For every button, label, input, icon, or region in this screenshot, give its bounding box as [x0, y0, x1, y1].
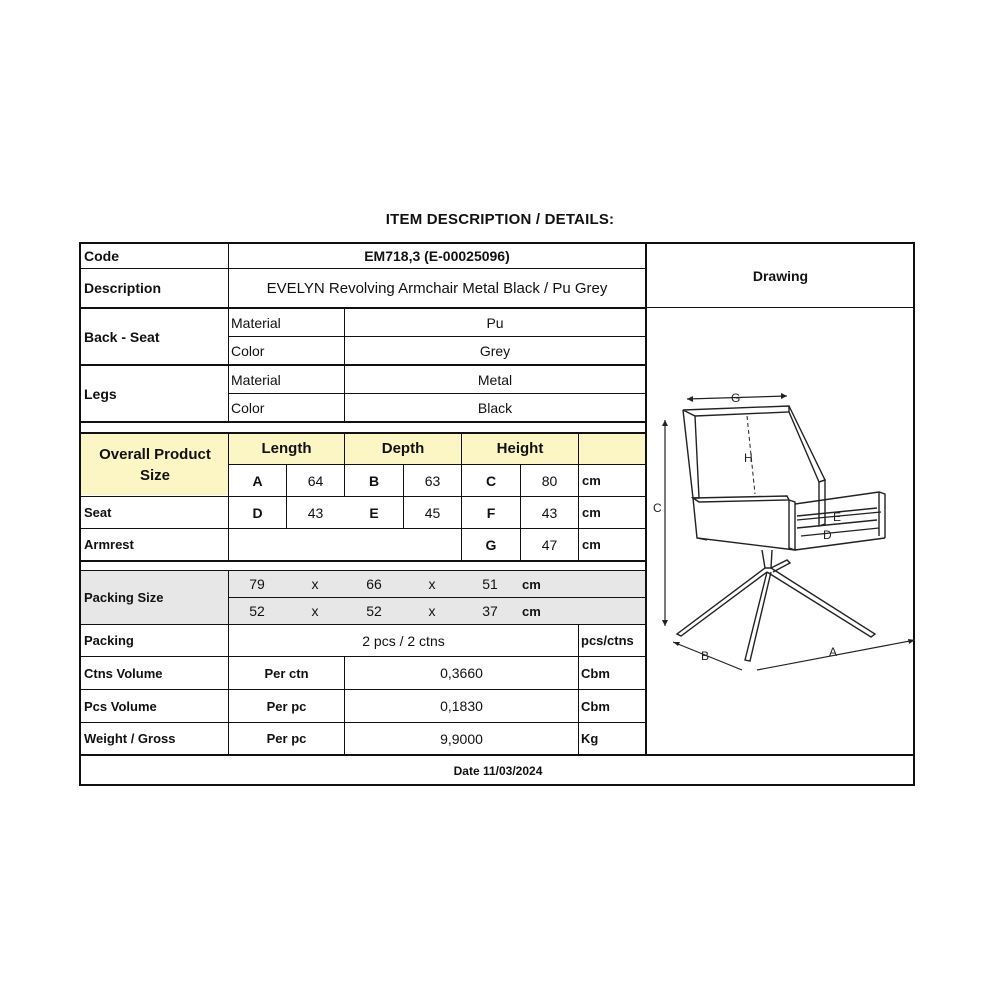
weight-label: Weight / Gross	[84, 731, 176, 746]
packing-size-label: Packing Size	[84, 590, 164, 605]
dim-e-label: E	[369, 504, 379, 521]
ctns-volume-per: Per ctn	[264, 665, 309, 681]
length-header: Length	[261, 440, 312, 457]
dim-f-label: F	[486, 504, 496, 521]
packing-size-row2-width: 52	[366, 603, 382, 619]
back-seat-color-label: Color	[231, 342, 265, 359]
drawing-label: Drawing	[752, 267, 809, 284]
description-value: EVELYN Revolving Armchair Metal Black / Pu Grey	[266, 279, 608, 297]
legs-label: Legs	[84, 385, 117, 402]
pcs-volume-label: Pcs Volume	[84, 698, 157, 714]
seat-label: Seat	[84, 505, 112, 520]
weight-value: 9,9000	[440, 730, 483, 747]
legs-material-value: Metal	[477, 371, 513, 388]
diagram-letter-h: H	[744, 451, 753, 465]
dim-g-label: G	[485, 536, 497, 553]
height-header: Height	[496, 440, 544, 457]
dim-a-value: 64	[307, 472, 324, 489]
page-title: ITEM DESCRIPTION / DETAILS:	[385, 211, 615, 228]
diagram-letter-c: C	[653, 501, 662, 515]
pcs-volume-per: Per pc	[266, 698, 307, 714]
dim-d-label: D	[252, 504, 263, 521]
ctns-volume-label: Ctns Volume	[84, 665, 163, 681]
armrest-unit: cm	[582, 537, 601, 552]
dim-a-label: A	[252, 472, 263, 489]
dim-b-value: 63	[424, 472, 441, 489]
packing-value: 2 pcs / 2 ctns	[362, 632, 445, 649]
depth-header: Depth	[381, 440, 425, 457]
chair-dimension-drawing	[647, 390, 917, 675]
back-seat-material-value: Pu	[486, 314, 504, 331]
dim-e-value: 45	[424, 504, 441, 521]
packing-label: Packing	[84, 633, 134, 648]
packing-size-row2-unit: cm	[522, 603, 541, 619]
dim-g-value: 47	[541, 536, 558, 553]
weight-unit: Kg	[581, 731, 599, 746]
back-seat-material-label: Material	[231, 314, 281, 331]
diagram-letter-e: E	[833, 510, 842, 524]
pcs-volume-unit: Cbm	[581, 698, 610, 714]
dim-c-label: C	[485, 472, 497, 489]
packing-size-row2-height: 37	[482, 603, 498, 619]
ctns-volume-value: 0,3660	[440, 665, 483, 681]
legs-material-label: Material	[231, 371, 281, 388]
packing-size-row1-height: 51	[482, 576, 498, 592]
legs-color-value: Black	[477, 399, 513, 416]
packing-unit: pcs/ctns	[581, 633, 634, 648]
diagram-letter-b: B	[701, 649, 710, 663]
dim-c-value: 80	[541, 472, 558, 489]
packing-size-row1-length: 79	[249, 576, 265, 592]
armrest-label: Armrest	[84, 537, 134, 552]
packing-size-row2-x2: x	[428, 603, 436, 619]
packing-size-row2-length: 52	[249, 603, 265, 619]
weight-per: Per pc	[266, 731, 307, 746]
overall-size-label: Overall Product Size	[99, 446, 211, 484]
packing-size-row2-x1: x	[311, 603, 319, 619]
pcs-volume-value: 0,1830	[440, 698, 483, 714]
packing-size-row1-unit: cm	[522, 576, 541, 592]
seat-unit: cm	[582, 505, 601, 520]
packing-size-row1-width: 66	[366, 576, 382, 592]
description-label: Description	[84, 280, 162, 296]
ctns-volume-unit: Cbm	[581, 665, 610, 681]
legs-color-label: Color	[231, 399, 265, 416]
date-label: Date 11/03/2024	[453, 764, 543, 778]
packing-size-row1-x1: x	[311, 576, 319, 592]
dim-b-label: B	[368, 472, 380, 489]
diagram-letter-g: G	[731, 391, 741, 405]
back-seat-label: Back - Seat	[84, 328, 160, 345]
overall-unit: cm	[582, 473, 601, 488]
back-seat-color-value: Grey	[479, 342, 511, 359]
diagram-letter-d: D	[823, 528, 832, 542]
code-label: Code	[84, 248, 119, 264]
packing-size-row1-x2: x	[428, 576, 436, 592]
code-value: EM718,3 (E-00025096)	[364, 248, 510, 264]
dim-f-value: 43	[541, 504, 558, 521]
diagram-letter-a: A	[829, 645, 838, 659]
dim-d-value: 43	[307, 504, 324, 521]
